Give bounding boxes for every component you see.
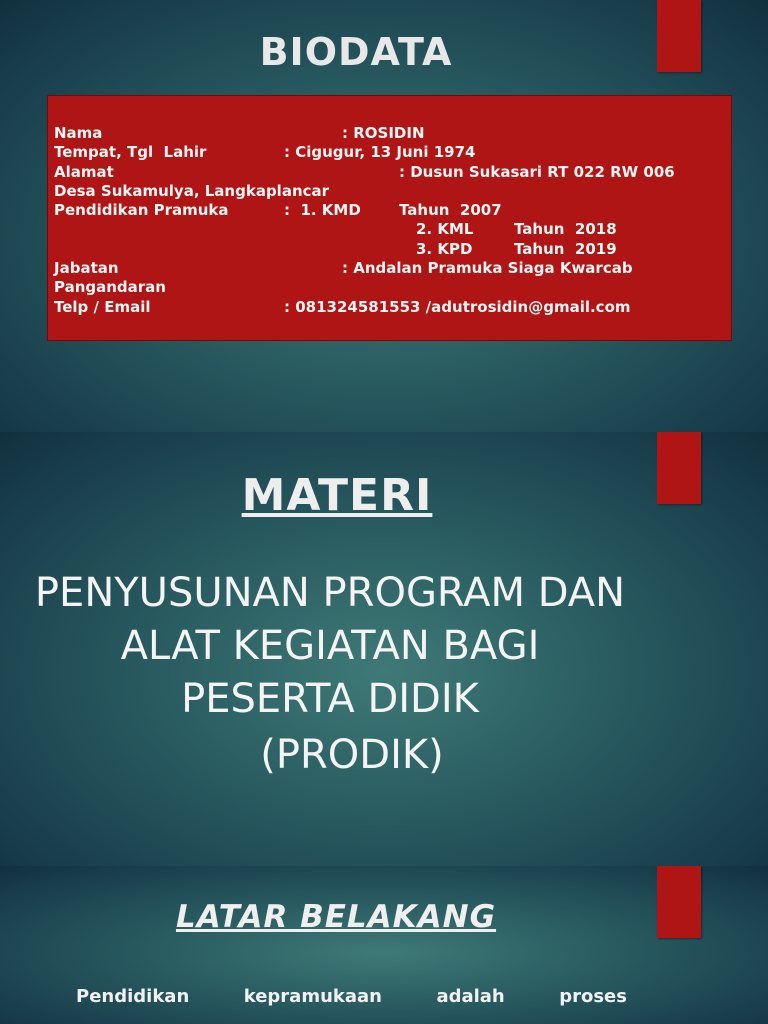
bio-row-alamat [54,163,731,182]
slide-title: BIODATA [259,30,453,74]
bio-value: : Andalan Pramuka Siaga Kwarcab [342,259,633,278]
paragraph-word: proses [559,986,627,1007]
bio-value: 3. KPD [416,239,473,258]
slide-title: LATAR BELAKANG [175,899,497,935]
bio-row-kpd [54,240,731,259]
bio-value: : ROSIDIN [342,124,425,142]
paragraph-word: adalah [436,986,505,1007]
bio-row-jabatan [54,259,731,278]
bio-row-pangandaran [54,278,731,297]
bio-label: Desa Sukamulya, Langkaplancar [54,181,330,200]
materi-subtitle: (PRODIK) [260,732,444,778]
bio-row-nama [54,124,731,143]
bio-row-kml [54,220,731,239]
biodata-box [47,95,732,341]
bio-label: Jabatan [54,259,119,278]
slide-latar-belakang [0,866,768,1024]
bio-row-telp [54,298,731,317]
bio-label: Alamat [54,162,114,181]
paragraph-word: Pendidikan [76,986,190,1007]
bio-value: : 1. KMD [284,201,361,220]
paragraph-word: kepramukaan [243,986,382,1007]
bio-label: Nama [54,124,103,142]
bio-value: : 081324581553 /adutrosidin@gmail.com [284,297,631,316]
bio-row-pendidikan [54,201,731,220]
materi-body: PENYUSUNAN PROGRAM DAN ALAT KEGIATAN BAGI PESERTA DIDIK [34,570,626,722]
bio-label: Pendidikan Pramuka [54,201,229,220]
bio-extra: Tahun 2019 [514,239,617,258]
slide-biodata [0,0,768,432]
bio-value: 2. KML [416,220,474,239]
bio-value: : Cigugur, 13 Juni 1974 [284,143,476,162]
bio-label: Telp / Email [54,297,151,316]
bio-value: : Dusun Sukasari RT 022 RW 006 [399,162,675,181]
bio-row-desa [54,182,731,201]
slide-materi [0,432,768,866]
bio-label: Pangandaran [54,278,166,297]
bio-label: Tempat, Tgl Lahir [54,143,207,162]
slide-title: MATERI [241,470,433,521]
bio-row-ttl [54,143,731,162]
paragraph-line [76,986,627,1007]
bio-extra: Tahun 2007 [399,201,502,220]
bio-extra: Tahun 2018 [514,220,617,239]
